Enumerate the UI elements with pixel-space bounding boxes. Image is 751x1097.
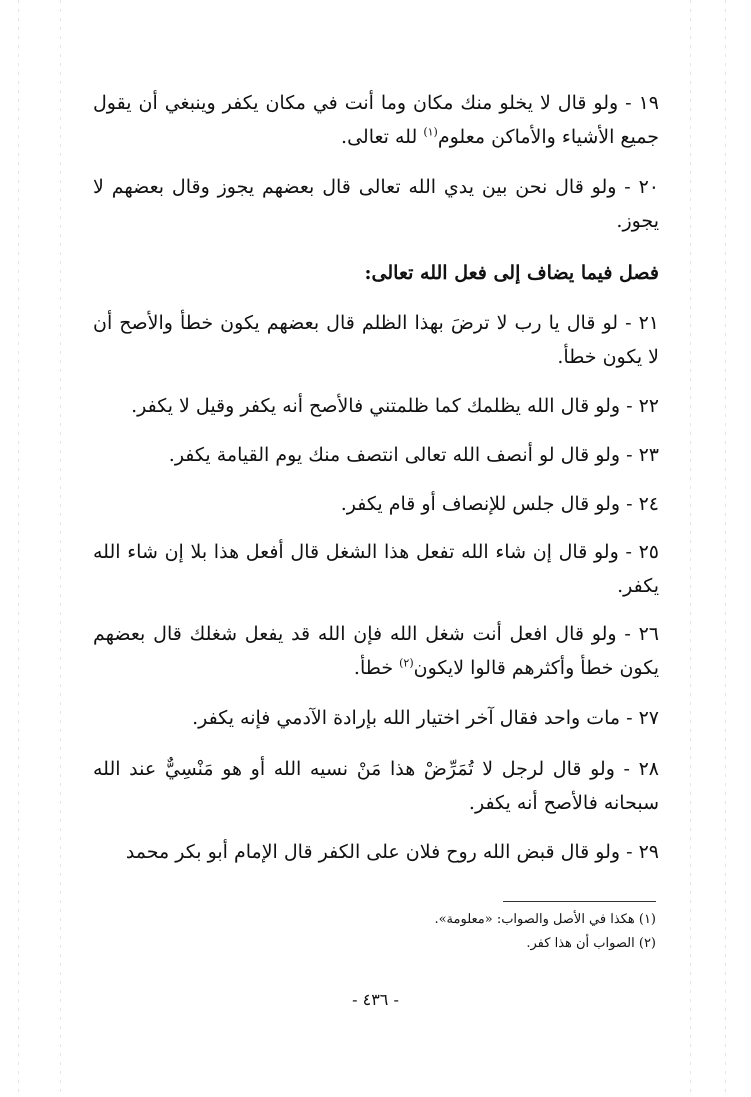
footnote-text: هكذا في الأصل والصواب: «معلومة».	[434, 912, 635, 927]
scan-artifact-line	[725, 0, 726, 1097]
entry-text: ولو قال جلس للإنصاف أو قام يكفر.	[340, 493, 621, 515]
page-number: - ٤٣٦ -	[352, 990, 399, 1009]
entry-text: ولو قال الله يظلمك كما ظلمتني فالأصح أنه يكفر وقيل لا يكفر.	[131, 395, 621, 417]
scan-artifact-line	[18, 0, 19, 1097]
scan-artifact-line	[690, 0, 691, 1097]
entry-text: ولو قال لرجل لا تُمَرِّضْ هذا مَنْ نسيه الله أو هو مَنْسِيٌّ عند الله سبحانه فالأصح أنه يكفر.	[93, 758, 659, 814]
entry-number: ٢٨	[638, 758, 659, 780]
entry-number: ٢٠	[638, 176, 660, 198]
footnote-number: (١)	[638, 912, 656, 927]
footnote-marker: (٢)	[399, 656, 414, 670]
entry-24: ٢٤ - ولو قال جلس للإنصاف أو قام يكفر.	[340, 493, 659, 515]
entry-25: ٢٥ - ولو قال إن شاء الله تفعل هذا الشغل قال أفعل هذا بلا إن شاء الله يكفر.	[93, 541, 660, 597]
entry-text: ولو قال إن شاء الله تفعل هذا الشغل قال أفعل هذا بلا إن شاء الله يكفر.	[93, 541, 659, 597]
entry-number: ٢٥	[638, 541, 660, 563]
entry-19: ١٩ - ولو قال لا يخلو منك مكان وما أنت في مكان يكفر وينبغي أن يقول جميع الأشياء والأماكن معلوم$^{(١)}$ لله تعالى.	[93, 92, 659, 148]
entry-22: ٢٢ - ولو قال الله يظلمك كما ظلمتني فالأصح أنه يكفر وقيل لا يكفر.	[131, 395, 659, 417]
entry-number: ٢٧	[638, 707, 659, 729]
entry-number: ٢٢	[638, 395, 659, 417]
entry-29: ٢٩ - ولو قال قبض الله روح فلان على الكفر قال الإمام أبو بكر محمد	[125, 841, 659, 863]
entry-text: ولو قال لو أنصف الله تعالى انتصف منك يوم القيامة يكفر.	[168, 444, 621, 466]
entry-text: ولو قال افعل أنت شغل الله فإن الله قد يفعل شغلك قال بعضهم يكون خطأ وأكثرهم قالوا لايكون	[93, 623, 659, 679]
entry-text: لو قال يا رب لا ترضَ بهذا الظلم قال بعضهم يكون خطأ والأصح أن لا يكون خطأ.	[93, 312, 659, 368]
entry-21: ٢١ - لو قال يا رب لا ترضَ بهذا الظلم قال بعضهم يكون خطأ والأصح أن لا يكون خطأ.	[93, 312, 660, 368]
scan-artifact-line	[60, 0, 61, 1097]
footnote-marker: (١)	[423, 125, 438, 139]
entry-text: مات واحد فقال آخر اختيار الله بإرادة الآدمي فإنه يكفر.	[192, 707, 621, 729]
footnote-2	[156, 934, 656, 954]
footnote-1	[156, 910, 656, 930]
entry-number: ٢١	[638, 312, 660, 334]
entry-number: ٢٦	[638, 623, 659, 645]
entry-text-tail: لله تعالى.	[341, 126, 424, 148]
entry-text-tail: خطأ.	[353, 657, 400, 679]
entry-26: ٢٦ - ولو قال افعل أنت شغل الله فإن الله قد يفعل شغلك قال بعضهم يكون خطأ وأكثرهم قالوا لايكون$^{(٢)}$ خطأ.	[93, 623, 659, 679]
entry-number: ٢٩	[638, 841, 659, 863]
entry-text: ولو قال لا يخلو منك مكان وما أنت في مكان يكفر وينبغي أن يقول جميع الأشياء والأماكن معلوم	[93, 92, 659, 148]
entry-text: ولو قال نحن بين يدي الله تعالى قال بعضهم يجوز وقال بعضهم لا يجوز.	[93, 176, 659, 232]
entry-number: ٢٣	[638, 444, 659, 466]
section-heading: فصل فيما يضاف إلى فعل الله تعالى:	[364, 262, 659, 284]
footnote-divider	[503, 901, 656, 902]
entry-28: ٢٨ - ولو قال لرجل لا تُمَرِّضْ هذا مَنْ نسيه الله أو هو مَنْسِيٌّ عند الله سبحانه فالأصح أنه يكفر.	[93, 758, 659, 814]
entry-20: ٢٠ - ولو قال نحن بين يدي الله تعالى قال بعضهم يجوز وقال بعضهم لا يجوز.	[93, 176, 660, 232]
footnote-text: الصواب أن هذا كفر.	[526, 936, 635, 951]
entry-text: ولو قال قبض الله روح فلان على الكفر قال الإمام أبو بكر محمد	[125, 841, 621, 863]
footnote-number: (٢)	[638, 936, 656, 951]
entry-number: ٢٤	[638, 493, 659, 515]
entry-number: ١٩	[638, 92, 659, 114]
entry-27: ٢٧ - مات واحد فقال آخر اختيار الله بإرادة الآدمي فإنه يكفر.	[192, 707, 659, 729]
entry-23: ٢٣ - ولو قال لو أنصف الله تعالى انتصف منك يوم القيامة يكفر.	[168, 444, 659, 466]
